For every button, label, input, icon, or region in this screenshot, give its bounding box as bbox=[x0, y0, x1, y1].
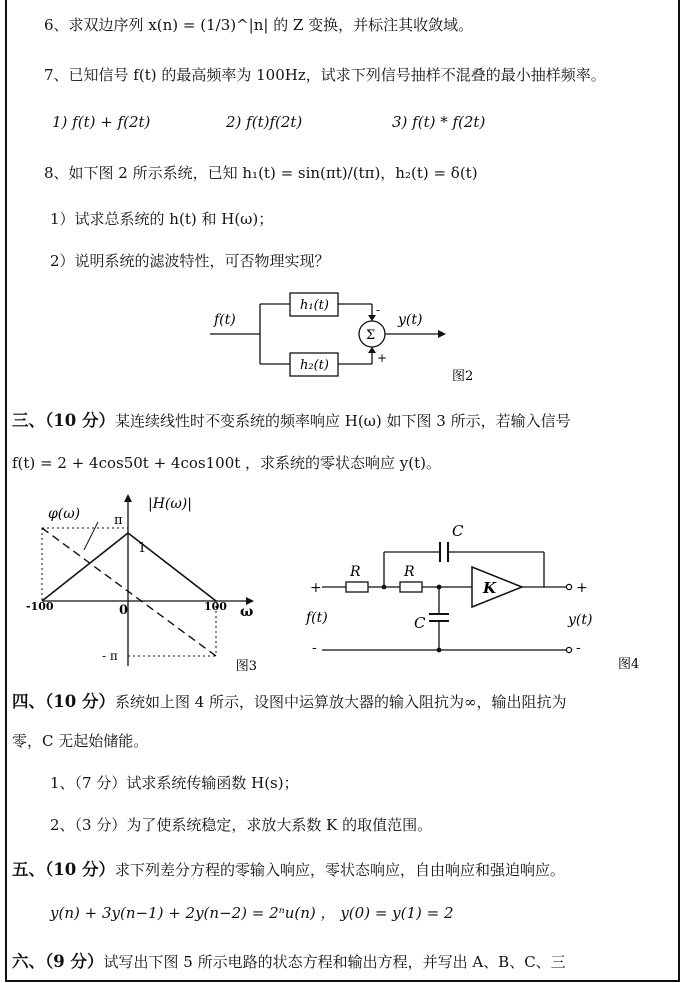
figure-2-block-diagram bbox=[200, 284, 490, 388]
section-4-sub-1: 1、（7 分）试求系统传输函数 H(s)； bbox=[50, 774, 299, 792]
q8-sub-2: 2）说明系统的滤波特性，可否物理实现？ bbox=[50, 252, 330, 270]
fig3-phase-label: φ(ω) bbox=[48, 506, 81, 522]
section-3-label: 三、（10 分） bbox=[12, 411, 115, 430]
figure-4-opamp-circuit bbox=[292, 512, 668, 672]
fig4-amplifier-gain-label: K bbox=[483, 579, 497, 597]
fig2-sum-symbol: Σ bbox=[366, 328, 376, 343]
q7-item-2: 2) f(t)f(2t) bbox=[226, 113, 303, 131]
section-5-equation: y(n) + 3y(n−1) + 2y(n−2) = 2ⁿu(n) ， y(0) = y(1) = 2 bbox=[50, 904, 454, 922]
question-6: 6、求双边序列 x(n) = (1/3)^|n| 的 Z 变换，并标注其收敛域。 bbox=[44, 16, 474, 34]
fig4-output-plus: + bbox=[576, 580, 588, 596]
fig4-input-label: f(t) bbox=[306, 610, 328, 626]
fig3-caption: 图3 bbox=[235, 659, 257, 674]
fig3-one-label: 1 bbox=[138, 541, 147, 556]
fig2-plus-sign: + bbox=[377, 351, 388, 365]
fig3-neg100-label: -100 bbox=[26, 600, 54, 613]
fig2-output-label: y(t) bbox=[398, 312, 423, 328]
q7-item-1: 1) f(t) + f(2t) bbox=[52, 113, 151, 131]
fig4-output-label: y(t) bbox=[568, 612, 593, 628]
section-3-line1: 三、（10 分）某连续线性时不变系统的频率响应 H(ω) 如下图 3 所示，若输入信号 bbox=[12, 411, 571, 430]
fig4-output-minus: - bbox=[576, 640, 581, 656]
fig3-pos100-label: 100 bbox=[204, 600, 227, 613]
fig4-resistor2-label: R bbox=[404, 564, 415, 580]
fig4-caption: 图4 bbox=[618, 657, 640, 672]
fig4-capacitor-top-label: C bbox=[452, 522, 464, 540]
section-3-line2: f(t) = 2 + 4cos50t + 4cos100t ，求系统的零状态响应 y(t)。 bbox=[12, 454, 442, 472]
fig2-h2-block: h₂(t) bbox=[300, 358, 329, 373]
fig4-input-plus: + bbox=[310, 580, 322, 596]
section-6-line1: 六、（9 分）试写出下图 5 所示电路的状态方程和输出方程，并写出 A、B、C、三 bbox=[12, 952, 566, 971]
fig3-omega-label: ω bbox=[240, 604, 254, 620]
fig3-pi-label: π bbox=[114, 513, 123, 528]
fig2-minus-sign: - bbox=[376, 303, 381, 317]
q8-sub-1: 1）试求总系统的 h(t) 和 H(ω)； bbox=[50, 210, 274, 228]
section-4-line2: 零，C 无起始储能。 bbox=[12, 732, 149, 750]
question-7: 7、已知信号 f(t) 的最高频率为 100Hz，试求下列信号抽样不混叠的最小抽样频率。 bbox=[44, 66, 606, 84]
section-4-sub-2: 2、（3 分）为了使系统稳定，求放大系数 K 的取值范围。 bbox=[50, 816, 433, 834]
fig4-input-minus: - bbox=[312, 640, 317, 656]
fig3-zero-label: 0 bbox=[119, 603, 129, 618]
section-6-label: 六、（9 分） bbox=[12, 952, 104, 971]
section-4-line1: 四、（10 分）系统如上图 4 所示，设图中运算放大器的输入阻抗为∞，输出阻抗为 bbox=[12, 692, 567, 711]
fig2-caption: 图2 bbox=[452, 369, 474, 384]
section-4-label: 四、（10 分） bbox=[12, 692, 115, 711]
question-8: 8、如下图 2 所示系统，已知 h₁(t) = sin(πt)/(tπ)，h₂(t) = δ(t) bbox=[44, 164, 478, 182]
fig4-capacitor-bottom-label: C bbox=[414, 614, 426, 632]
fig2-h1-block: h₁(t) bbox=[300, 298, 329, 313]
fig3-negpi-label: - π bbox=[102, 649, 118, 663]
figure-3-frequency-response bbox=[24, 488, 264, 676]
q7-item-3: 3) f(t) * f(2t) bbox=[392, 113, 486, 131]
fig4-resistor1-label: R bbox=[350, 564, 361, 580]
section-5-line1: 五、（10 分）求下列差分方程的零输入响应，零状态响应，自由响应和强迫响应。 bbox=[12, 860, 565, 879]
fig2-input-label: f(t) bbox=[214, 312, 236, 328]
fig3-magnitude-label: |H(ω)| bbox=[148, 496, 192, 512]
section-5-label: 五、（10 分） bbox=[12, 860, 115, 879]
